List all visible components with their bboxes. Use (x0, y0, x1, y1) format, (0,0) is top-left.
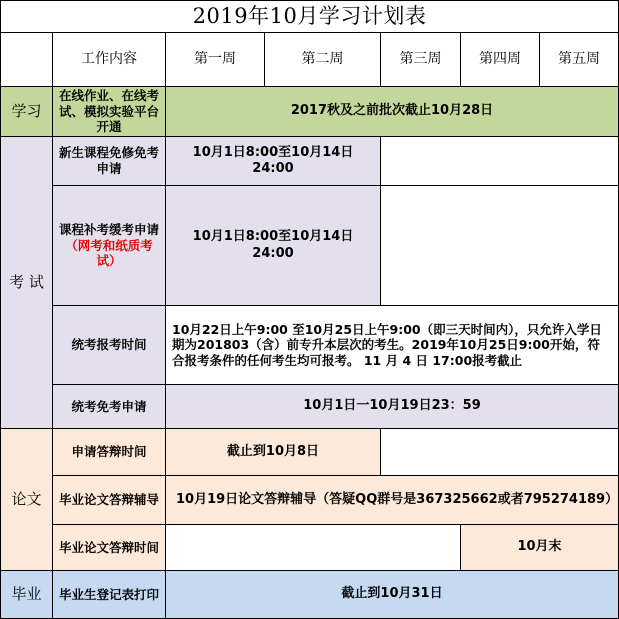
section-exam: 考 试 (0, 136, 53, 429)
header-week1: 第一周 (165, 32, 265, 87)
thesis-row2-value: 10月19日论文答辩辅导（答疑QQ群号是367325662或者795274189） (165, 475, 619, 525)
exam-row1-value: 10月1日8:00至10月14日24:00 (165, 136, 381, 186)
exam-row2-label-main: 课程补考缓考申请 (58, 222, 159, 238)
graduation-label: 毕业生登记表打印 (52, 570, 166, 619)
graduation-value: 截止到10月31日 (165, 570, 619, 619)
header-week5: 第五周 (539, 32, 619, 87)
exam-row2-label-text (57, 222, 161, 269)
section-graduation: 毕业 (0, 570, 53, 619)
thesis-row3-empty (165, 524, 461, 571)
page-title: 2019年10月学习计划表 (0, 0, 619, 33)
header-week2: 第二周 (264, 32, 381, 87)
thesis-row1-empty (380, 428, 619, 476)
exam-row1-label: 新生课程免修免考申请 (52, 136, 166, 186)
header-blank-cell (0, 32, 53, 87)
thesis-row2-label: 毕业论文答辩辅导 (52, 475, 166, 525)
header-week4: 第四周 (460, 32, 540, 87)
exam-row3-label: 统考报考时间 (52, 305, 166, 385)
exam-row3-value: 10月22日上午9:00 至10月25日上午9:00（即三天时间内），只允许入学日期为201803（含）前专升本层次的考生。2019年10月25日9:00开始，符合报考条件的任何考生均可报考。 11 月 4 日 17:00报考截止 (165, 305, 619, 385)
section-study: 学习 (0, 86, 53, 137)
study-value: 2017秋及之前批次截止10月28日 (165, 86, 619, 137)
header-week3: 第三周 (380, 32, 461, 87)
exam-row4-label: 统考免考申请 (52, 384, 166, 429)
exam-row4-value: 10月1日一10月19日23：59 (165, 384, 619, 429)
exam-row2-value: 10月1日8:00至10月14日24:00 (165, 185, 381, 306)
thesis-row1-value: 截止到10月8日 (165, 428, 381, 476)
exam-row1-empty (380, 136, 619, 186)
exam-row2-empty (380, 185, 619, 306)
exam-row2-label (52, 185, 166, 306)
thesis-row3-label: 毕业论文答辩时间 (52, 524, 166, 571)
exam-row2-label-note: （网考和纸质考试） (65, 237, 153, 269)
header-work-content: 工作内容 (52, 32, 166, 87)
thesis-row3-value: 10月末 (460, 524, 619, 571)
thesis-row1-label: 申请答辩时间 (52, 428, 166, 476)
section-thesis: 论文 (0, 428, 53, 571)
study-label: 在线作业、在线考试、模拟实验平台开通 (52, 86, 166, 137)
